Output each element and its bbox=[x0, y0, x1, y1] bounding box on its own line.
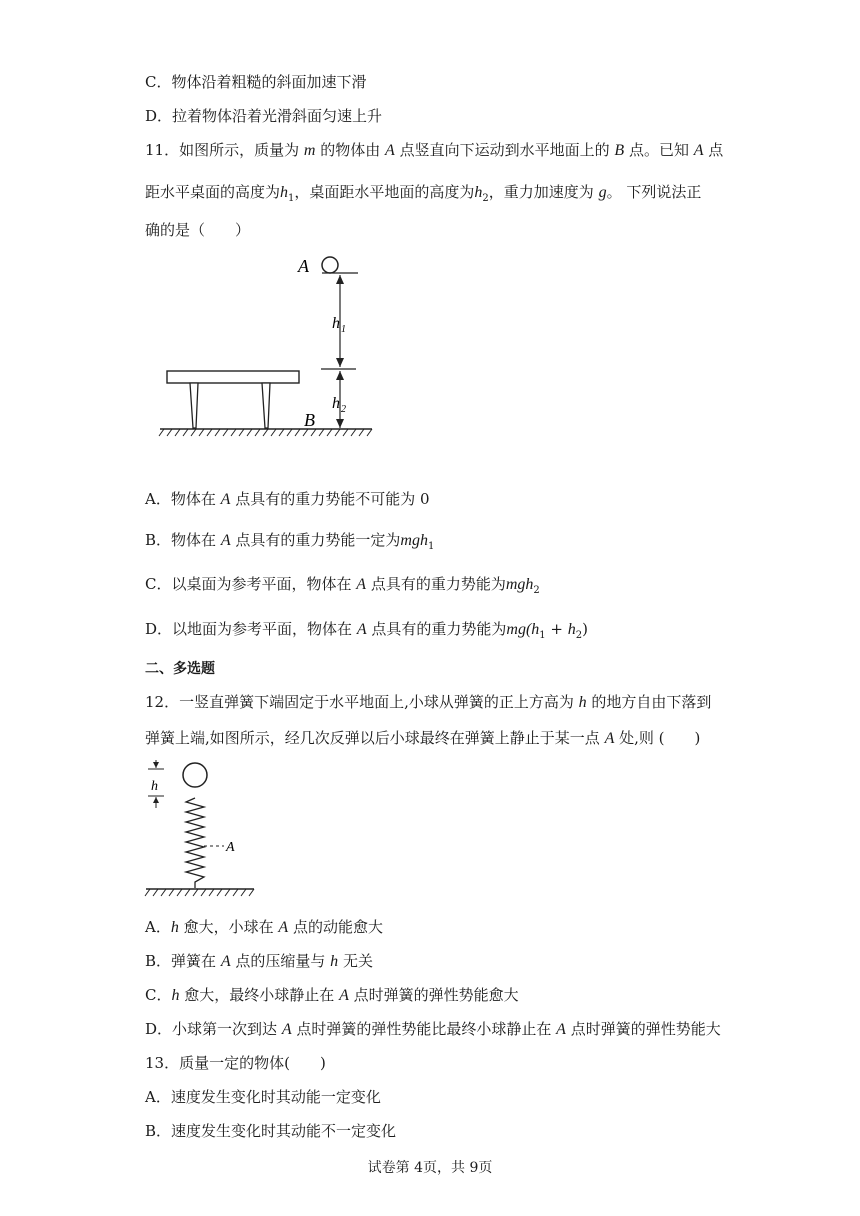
question-11-line3: 确的是（ ） bbox=[145, 221, 251, 239]
fig1-label-h1: h bbox=[332, 315, 340, 332]
fig2-label-a: A bbox=[226, 840, 235, 855]
question-12-line1: 12．一竖直弹簧下端固定于水平地面上,小球从弹簧的正上方高为 h 的地方自由下落到 bbox=[145, 693, 712, 711]
question-11-line2: 距水平桌面的高度为$h_1$，桌面距水平地面的高度为$h_2$，重力加速度为 g。 下列说法正 bbox=[145, 183, 702, 204]
option-13a: A．速度发生变化时其动能一定变化 bbox=[145, 1088, 381, 1106]
option-11d: D．以地面为参考平面，物体在 A 点具有的重力势能为$mg(h_1 + h_2)$ bbox=[145, 620, 588, 641]
fig2-label-h: h bbox=[151, 779, 158, 794]
option-12b: B．弹簧在 A 点的压缩量与 h 无关 bbox=[145, 952, 373, 970]
svg-text:1: 1 bbox=[341, 324, 346, 335]
fig1-label-b: B bbox=[304, 410, 315, 430]
question-11-line1: 11．如图所示，质量为 m 的物体由 A 点竖直向下运动到水平地面上的 B 点。已知 A 点 bbox=[145, 141, 724, 159]
fig1-label-h2: h bbox=[332, 395, 340, 412]
figure-spring-ball bbox=[142, 758, 262, 898]
option-13b: B．速度发生变化时其动能不一定变化 bbox=[145, 1122, 397, 1140]
question-12-line2: 弹簧上端,如图所示，经几次反弹以后小球最终在弹簧上静止于某一点 A 处,则 ( ) bbox=[145, 729, 701, 747]
option-11a: A．物体在 A 点具有的重力势能不可能为 0 bbox=[145, 490, 430, 508]
option-12a: A．h 愈大，小球在 A 点的动能愈大 bbox=[145, 918, 383, 936]
svg-text:2: 2 bbox=[341, 404, 346, 415]
page-footer: 试卷第 4页，共 9页 bbox=[367, 1160, 493, 1176]
option-12c: C．h 愈大，最终小球静止在 A 点时弹簧的弹性势能愈大 bbox=[145, 986, 519, 1004]
question-13: 13．质量一定的物体( ) bbox=[145, 1054, 326, 1072]
option-11c: C．以桌面为参考平面，物体在 A 点具有的重力势能为mgh$_2$ bbox=[145, 575, 540, 596]
section-heading: 二、多选题 bbox=[145, 661, 215, 677]
option-10d: D．拉着物体沿着光滑斜面匀速上升 bbox=[145, 107, 383, 125]
figure-table-ball bbox=[158, 250, 398, 440]
option-12d: D．小球第一次到达 A 点时弹簧的弹性势能比最终小球静止在 A 点时弹簧的弹性势能大 bbox=[145, 1020, 721, 1038]
option-10c: C．物体沿着粗糙的斜面加速下滑 bbox=[145, 73, 367, 91]
fig1-label-a: A bbox=[298, 256, 309, 276]
option-11b: B．物体在 A 点具有的重力势能一定为mgh$_1$ bbox=[145, 531, 435, 552]
